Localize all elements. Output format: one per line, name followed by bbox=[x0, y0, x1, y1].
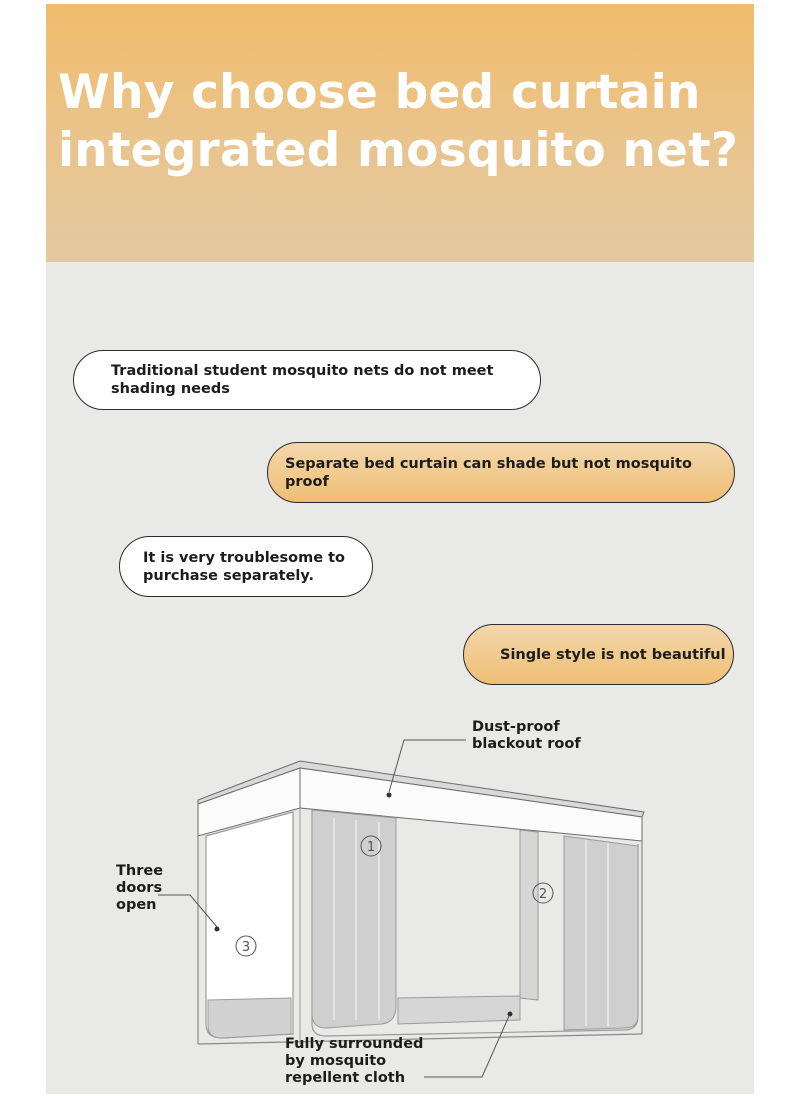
bubble-single-style bbox=[463, 624, 734, 685]
header-banner bbox=[46, 4, 754, 262]
door-number: 2 bbox=[538, 887, 548, 902]
label-three-doors bbox=[116, 863, 163, 914]
title-line: Why choose bed curtain bbox=[58, 65, 701, 120]
label-line: blackout roof bbox=[472, 736, 581, 752]
bubble-text: It is very troublesome to bbox=[143, 549, 345, 566]
label-line: Fully surrounded bbox=[285, 1036, 424, 1052]
label-line: repellent cloth bbox=[285, 1070, 406, 1086]
bubble-text: Separate bed curtain can shade but not mosquito proof bbox=[285, 455, 692, 490]
leader-dot bbox=[508, 1012, 513, 1017]
product-info-canvas bbox=[46, 4, 754, 1094]
curtain-panel-1 bbox=[312, 810, 396, 1028]
bed-curtain-diagram bbox=[46, 694, 754, 1094]
label-line: by mosquito bbox=[285, 1053, 387, 1069]
label-roof bbox=[472, 719, 581, 753]
bubble-text: shading needs bbox=[111, 381, 230, 397]
door-number: 1 bbox=[366, 840, 376, 855]
label-line: open bbox=[116, 897, 157, 913]
label-line: Dust-proof bbox=[472, 719, 560, 735]
bubble-text: purchase separately. bbox=[143, 567, 314, 584]
label-line: doors bbox=[116, 880, 163, 896]
bubble-text: Single style is not beautiful bbox=[500, 646, 726, 663]
title-line: integrated mosquito net? bbox=[58, 123, 739, 178]
side-door-rolled bbox=[208, 998, 291, 1038]
curtain-rolled-bottom bbox=[398, 996, 520, 1024]
leader-dot bbox=[387, 793, 392, 798]
bubble-separate-curtain bbox=[267, 442, 735, 503]
label-mosquito-cloth bbox=[285, 1036, 423, 1087]
curtain-panel-2-right bbox=[564, 836, 638, 1030]
leader-dot bbox=[215, 927, 220, 932]
door-number: 3 bbox=[241, 940, 251, 955]
leader-line-cloth bbox=[424, 1016, 509, 1077]
bubble-troublesome-purchase bbox=[119, 536, 373, 597]
curtain-panel-2 bbox=[520, 830, 538, 1000]
bubble-traditional-nets bbox=[73, 350, 541, 410]
label-line: Three bbox=[116, 863, 164, 879]
bubble-text: Traditional student mosquito nets do not meet bbox=[111, 363, 494, 379]
page-title bbox=[58, 64, 748, 180]
